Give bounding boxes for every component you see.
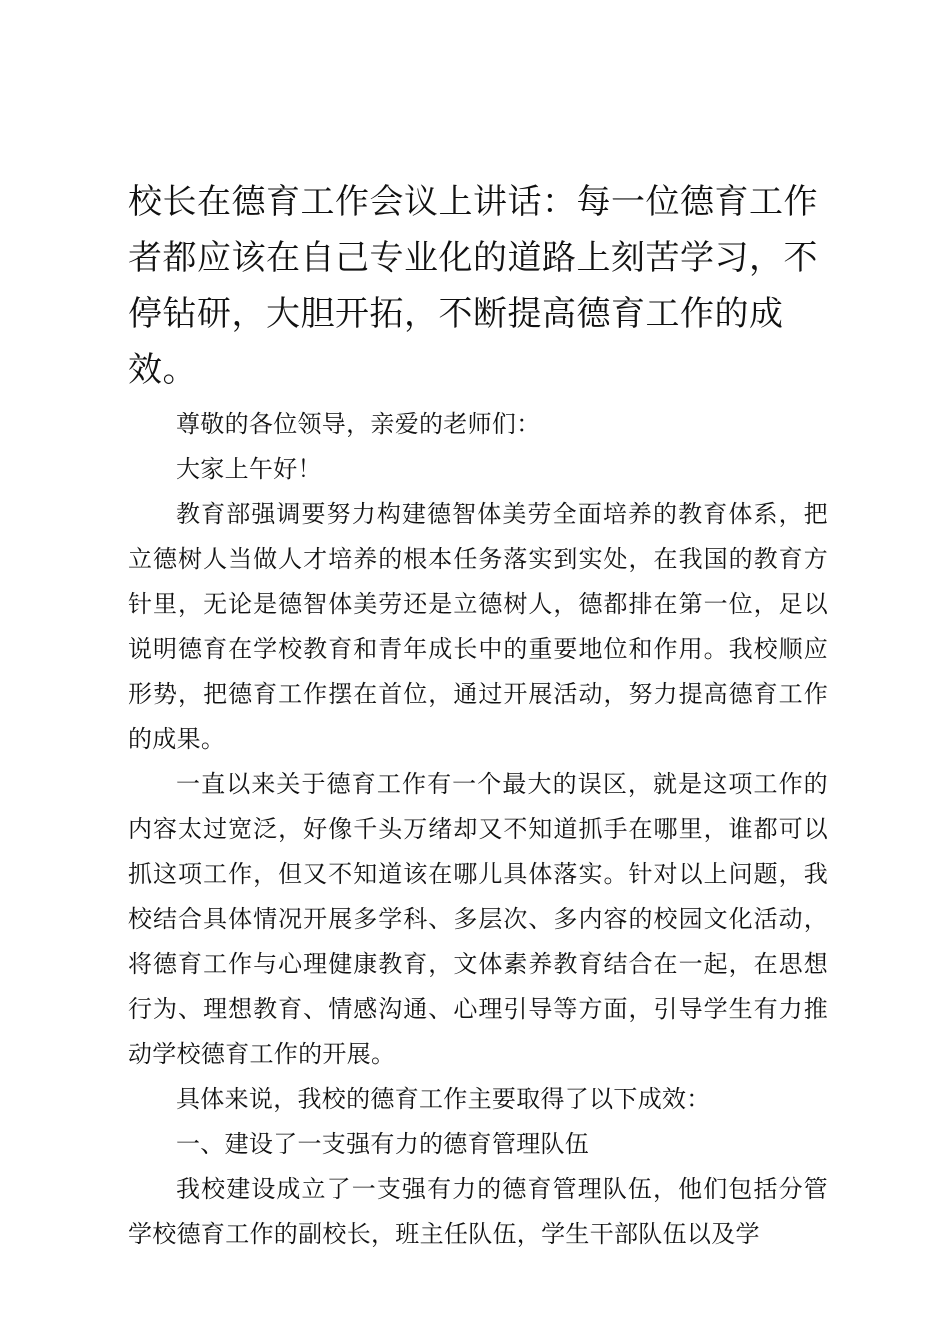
body-paragraph: 具体来说，我校的德育工作主要取得了以下成效： [176, 1085, 711, 1113]
body-paragraph: 教育部强调要努力构建德智体美劳全面培养的教育体系，把立德树人当做人才培养的根本任务落实到实处，在我国的教育方针里，无论是德智体美劳还是立德树人，德都排在第一位，足以说明德育在学校教育和青年成长中的重要地位和作用。我校顺应形势，把德育工作摆在首位，通过开展活动，努力提高德育工作的成果。 [128, 500, 828, 753]
salutation-paragraph: 尊敬的各位领导，亲爱的老师们： [176, 410, 541, 438]
document-body [128, 174, 828, 1257]
section-heading: 一、建设了一支强有力的德育管理队伍 [176, 1130, 590, 1158]
document-title: 校长在德育工作会议上讲话：每一位德育工作者都应该在自己专业化的道路上刻苦学习，不停钻研，大胆开拓，不断提高德育工作的成效。 [128, 182, 818, 390]
greeting-paragraph: 大家上午好！ [176, 455, 322, 483]
body-paragraph: 一直以来关于德育工作有一个最大的误区，就是这项工作的内容太过宽泛，好像千头万绪却又不知道抓手在哪里，谁都可以抓这项工作，但又不知道该在哪儿具体落实。针对以上问题，我校结合具体情况开展多学科、多层次、多内容的校园文化活动，将德育工作与心理健康教育，文体素养教育结合在一起，在思想行为、理想教育、情感沟通、心理引导等方面，引导学生有力推动学校德育工作的开展。 [128, 770, 828, 1068]
body-paragraph: 我校建设成立了一支强有力的德育管理队伍，他们包括分管学校德育工作的副校长，班主任队伍，学生干部队伍以及学 [128, 1175, 828, 1248]
